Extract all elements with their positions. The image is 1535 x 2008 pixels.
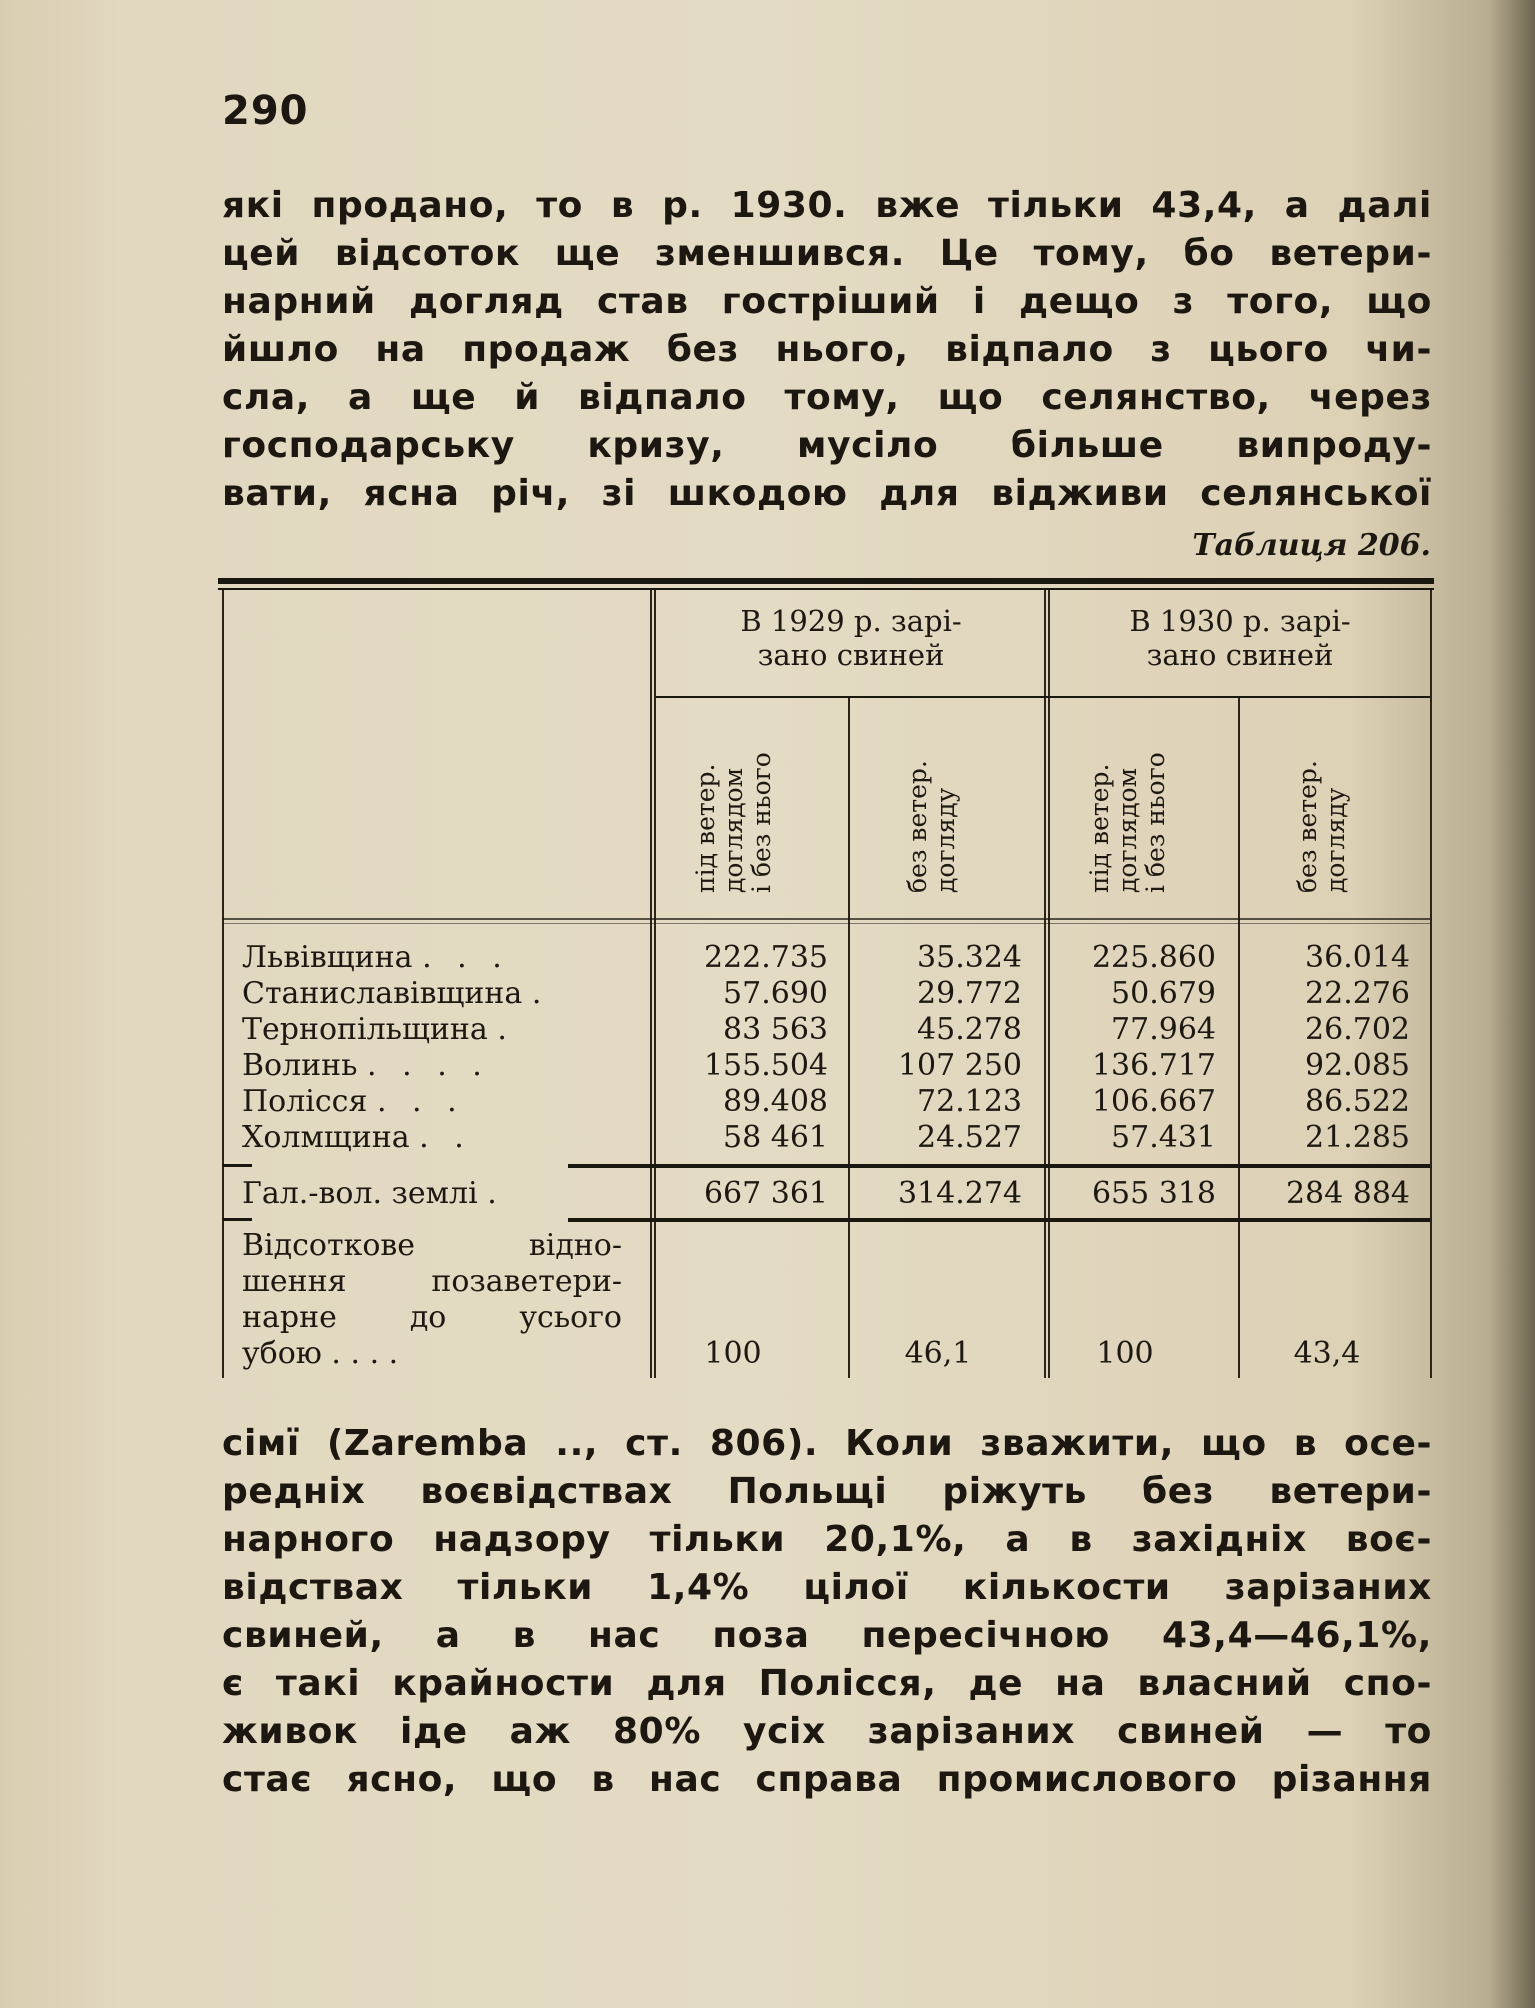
text-line: вати, ясна річ, зі шкодою для відживи селянської: [222, 473, 1432, 514]
sub-header-1929-with-vet: під ветер. доглядом і без нього: [691, 752, 776, 893]
percentage-cell: 46,1: [904, 1336, 972, 1371]
row-label: Волинь . . . .: [242, 1048, 490, 1083]
text-line: сла, а ще й відпало тому, що селянство, через: [222, 377, 1432, 418]
table-cell: 45.278: [917, 1012, 1022, 1047]
column-divider: [1238, 698, 1240, 1378]
page-number: 290: [222, 88, 309, 134]
text-line: відствах тільки 1,4% цілої кількости зарізаних: [222, 1567, 1432, 1608]
table-cell: 57.690: [723, 976, 828, 1011]
statistics-table: [218, 578, 1434, 1378]
text-line: нарний догляд став гостріший і дещо з того, що: [222, 281, 1432, 322]
text-line: господарську кризу, мусіло більше випроду-: [222, 425, 1432, 466]
percentage-cell: 43,4: [1293, 1336, 1361, 1371]
total-label: Гал.-вол. землі .: [242, 1176, 505, 1211]
text-line: свиней, а в нас поза пересічною 43,4—46,1%,: [222, 1615, 1432, 1656]
table-cell: 77.964: [1111, 1012, 1216, 1047]
table-cell: 58 461: [723, 1120, 828, 1155]
total-top-rule-short: [222, 1164, 252, 1167]
table-top-rule: [218, 578, 1434, 584]
percentage-cell: 100: [1096, 1336, 1154, 1371]
table-cell: 21.285: [1305, 1120, 1410, 1155]
table-cell: 106.667: [1091, 1084, 1216, 1119]
table-cell: 107 250: [897, 1048, 1022, 1083]
text-line: цей відсоток ще зменшився. Це тому, бо ветери-: [222, 233, 1432, 274]
table-cell: 222.735: [703, 940, 828, 975]
text-line: живок іде аж 80% усіх зарізаних свиней — то: [222, 1711, 1432, 1752]
group-header-1929: [658, 604, 1044, 672]
total-bottom-rule: [568, 1218, 1430, 1222]
group-header-line: В 1929 р. зарі-: [740, 604, 962, 638]
row-label: Холмщина . .: [242, 1120, 472, 1155]
row-label: Тернопільщина .: [242, 1012, 515, 1047]
header-bottom-rule: [222, 918, 1430, 920]
text-line: є такі крайности для Полісся, де на власний спо-: [222, 1663, 1432, 1704]
sub-header-1929-without-vet: без ветер. догляду: [903, 760, 960, 893]
table-border-right: [1430, 590, 1432, 1378]
table-cell: 136.717: [1091, 1048, 1216, 1083]
table-cell: 155.504: [703, 1048, 828, 1083]
group-header-line: В 1930 р. зарі-: [1129, 604, 1351, 638]
group-header-line: зано свиней: [757, 638, 945, 672]
table-cell: 225.860: [1091, 940, 1216, 975]
sub-header-1930-without-vet: без ветер. догляду: [1293, 760, 1350, 893]
note-line: шення позаветери-: [242, 1264, 622, 1299]
table-border-left: [222, 590, 224, 1378]
text-line: нарного надзору тільки 20,1%, а в західніх воє-: [222, 1519, 1432, 1560]
table-cell: 92.085: [1305, 1048, 1410, 1083]
text-line: йшло на продаж без нього, відпало з цього чи-: [222, 329, 1432, 370]
table-cell: 57.431: [1111, 1120, 1216, 1155]
row-label: Полісся . . .: [242, 1084, 465, 1119]
table-cell: 89.408: [723, 1084, 828, 1119]
text-line: стає ясно, що в нас справа промислового різання: [222, 1759, 1432, 1800]
total-cell: 284 884: [1285, 1176, 1410, 1211]
total-cell: 667 361: [703, 1176, 828, 1211]
header-bottom-rule: [222, 923, 1430, 924]
percentage-cell: 100: [704, 1336, 762, 1371]
text-line: редніх воєвідствах Польщі ріжуть без ветери-: [222, 1471, 1432, 1512]
column-divider: [848, 698, 850, 1378]
table-cell: 36.014: [1305, 940, 1410, 975]
table-cell: 50.679: [1111, 976, 1216, 1011]
table-cell: 22.276: [1305, 976, 1410, 1011]
table-cell: 26.702: [1305, 1012, 1410, 1047]
column-divider-double: [650, 590, 656, 1378]
note-line: нарне до усього: [242, 1300, 622, 1335]
table-caption: Таблиця 206.: [1192, 528, 1431, 563]
note-line: Відсоткове відно-: [242, 1228, 622, 1263]
total-cell: 655 318: [1091, 1176, 1216, 1211]
group-header-1930: [1050, 604, 1430, 672]
text-line: які продано, то в р. 1930. вже тільки 43,4, а далі: [222, 185, 1432, 226]
total-top-rule: [568, 1164, 1430, 1168]
sub-header-1930-with-vet: під ветер. доглядом і без нього: [1085, 752, 1170, 893]
table-cell: 86.522: [1305, 1084, 1410, 1119]
table-cell: 35.324: [917, 940, 1022, 975]
group-header-line: зано свиней: [1146, 638, 1334, 672]
table-top-rule-thin: [218, 588, 1434, 590]
top-paragraph: [222, 182, 1432, 518]
row-label: Станиславівщина .: [242, 976, 550, 1011]
percentage-row-label: [242, 1228, 622, 1372]
table-cell: 24.527: [917, 1120, 1022, 1155]
group-header-rule: [656, 696, 1430, 698]
table-cell: 29.772: [917, 976, 1022, 1011]
bottom-paragraph: [222, 1420, 1432, 1804]
total-cell: 314.274: [897, 1176, 1022, 1211]
total-bottom-rule-short: [222, 1218, 252, 1221]
note-line: убою . . . .: [242, 1336, 399, 1371]
table-cell: 83 563: [723, 1012, 828, 1047]
table-cell: 72.123: [917, 1084, 1022, 1119]
row-label: Львівщина . . .: [242, 940, 510, 975]
text-line: сімї (Zaremba .., ст. 806). Коли зважити, що в осе-: [222, 1423, 1432, 1464]
